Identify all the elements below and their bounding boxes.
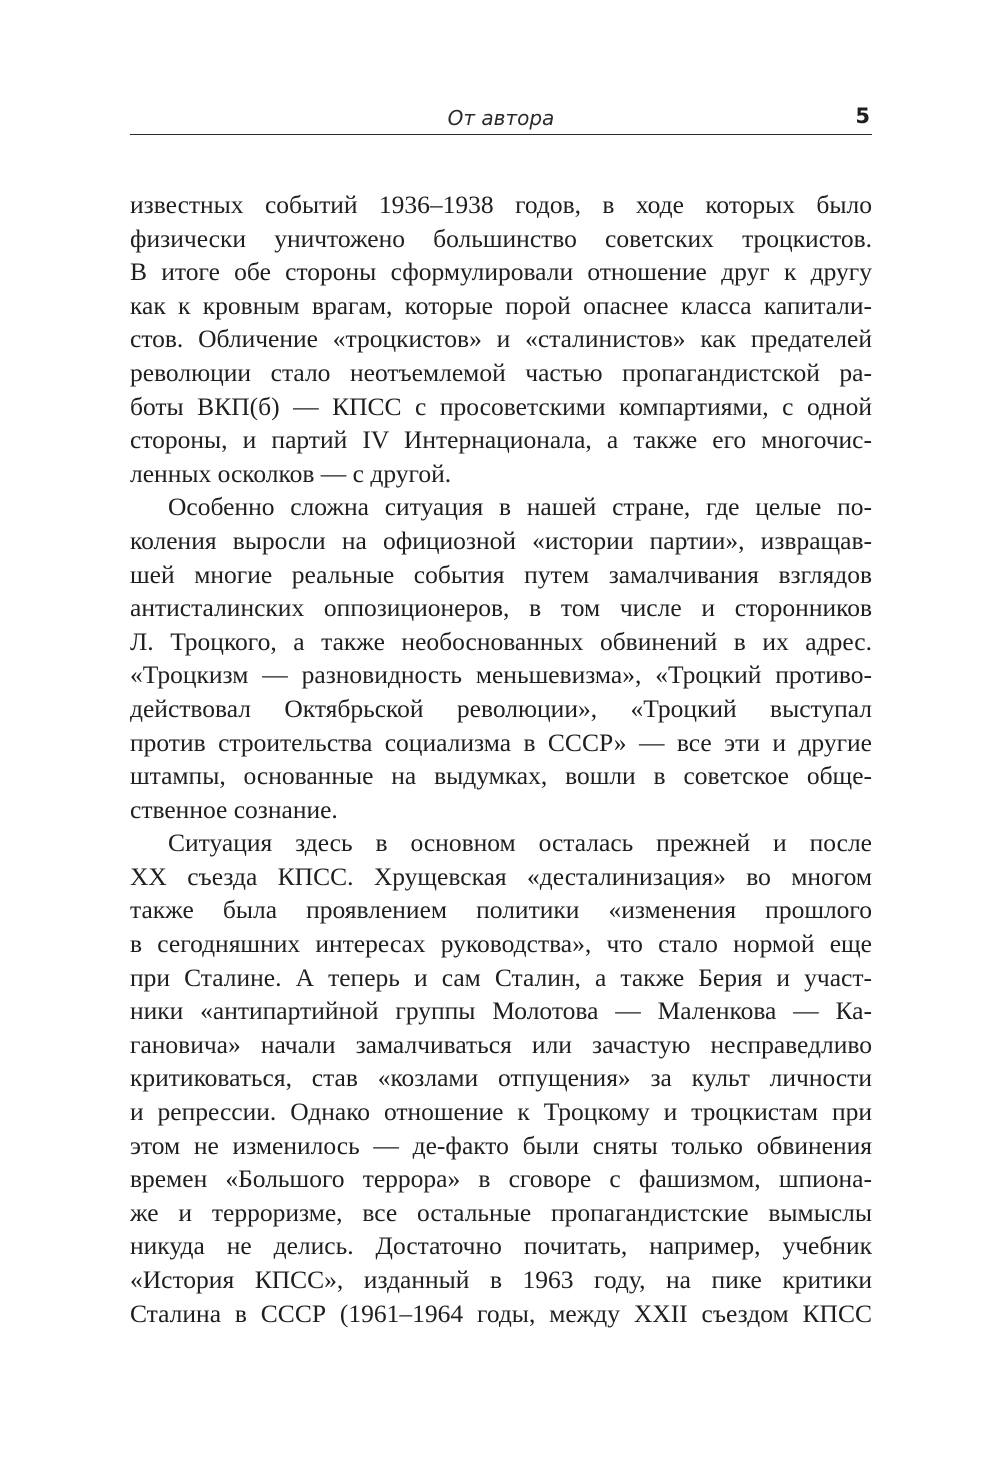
text-body — [130, 188, 872, 1330]
text-line: критиковаться, став «козлами отпущения» за культ личности — [130, 1063, 872, 1093]
text-line: революции стало неотъемлемой частью пропагандистской ра- — [130, 357, 872, 387]
text-line: Сталина в СССР (1961–1964 годы, между XXII съездом КПСС — [130, 1298, 872, 1328]
text-line: гановича» начали замалчиваться или зачастую несправедливо — [130, 1029, 872, 1059]
text-line: Ситуация здесь в основном осталась прежней и после — [168, 828, 872, 858]
running-head-title: От автора — [447, 106, 555, 130]
text-line: против строительства социализма в СССР» — все эти и другие — [130, 727, 872, 757]
text-line: боты ВКП(б) — КПСС с просоветскими компартиями, с одной — [130, 391, 872, 421]
text-line: действовал Октябрьской революции», «Троцкий выступал — [130, 693, 872, 723]
text-line: стов. Обличение «троцкистов» и «сталинистов» как предателей — [130, 324, 872, 354]
text-line: шей многие реальные события путем замалчивания взглядов — [130, 559, 872, 589]
paragraph — [130, 826, 872, 1330]
text-line: штампы, основанные на выдумках, вошли в советское обще- — [130, 761, 872, 791]
text-line: ники «антипартийной группы Молотова — Маленкова — Ка- — [130, 996, 872, 1026]
text-line: В итоге обе стороны сформулировали отношение друг к другу — [130, 257, 872, 287]
text-line: же и терроризме, все остальные пропагандистские вымыслы — [130, 1197, 872, 1227]
text-line: в сегодняшних интересах руководства», что стало нормой еще — [130, 929, 872, 959]
paragraph — [130, 490, 872, 826]
text-line: физически уничтожено большинство советских троцкистов. — [130, 223, 872, 253]
text-line: как к кровным врагам, которые порой опаснее класса капитали- — [130, 290, 872, 320]
text-line: коления выросли на официозной «истории партии», извращав- — [130, 525, 872, 555]
page-number: 5 — [855, 104, 870, 128]
text-line: и репрессии. Однако отношение к Троцкому и троцкистам при — [130, 1097, 872, 1127]
text-line: времен «Большого террора» в сговоре с фашизмом, шпиона- — [130, 1164, 872, 1194]
running-head — [130, 104, 872, 135]
text-line: также была проявлением политики «изменения прошлого — [130, 895, 872, 925]
text-line: при Сталине. А теперь и сам Сталин, а также Берия и участ- — [130, 962, 872, 992]
text-line: никуда не делись. Достаточно почитать, например, учебник — [130, 1231, 872, 1261]
text-line: этом не изменилось — де-факто были сняты только обвинения — [130, 1130, 872, 1160]
text-line: XX съезда КПСС. Хрущевская «десталинизация» во многом — [130, 861, 872, 891]
text-line: известных событий 1936–1938 годов, в ходе которых было — [130, 190, 872, 219]
text-line: ственное сознание. — [130, 794, 338, 824]
text-line: стороны, и партий IV Интернационала, а также его многочис- — [130, 425, 872, 455]
text-line: Особенно сложна ситуация в нашей стране, где целые по- — [168, 492, 872, 522]
text-line: Л. Троцкого, а также необоснованных обвинений в их адрес. — [130, 626, 872, 656]
text-line: антисталинских оппозиционеров, в том числе и сторонников — [130, 593, 872, 623]
text-line: «История КПСС», изданный в 1963 году, на пике критики — [130, 1265, 872, 1294]
paragraph — [130, 188, 872, 490]
text-line: ленных осколков — с другой. — [130, 458, 452, 488]
text-line: «Троцкизм — разновидность меньшевизма», «Троцкий противо- — [130, 660, 872, 690]
